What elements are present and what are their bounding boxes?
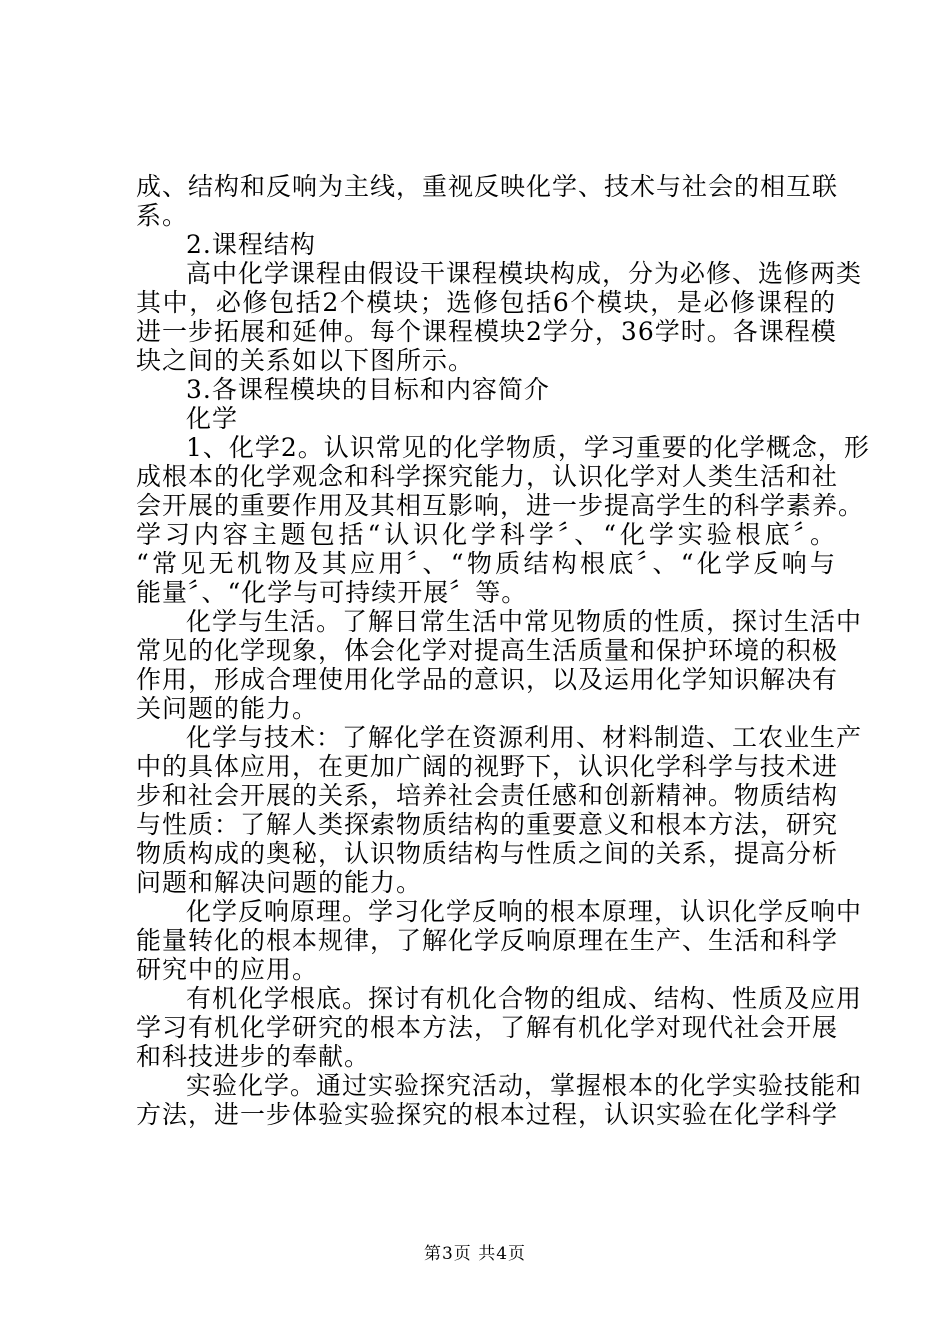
text-line: 成、结构和反响为主线，重视反映化学、技术与社会的相互联 <box>136 172 839 201</box>
text-line: 常见的化学现象，体会化学对提高生活质量和保护环境的积极 <box>136 636 839 665</box>
text-line: 与性质：了解人类探索物质结构的重要意义和根本方法，研究 <box>136 810 839 839</box>
text-line: 化学 <box>186 404 239 433</box>
text-line: 实验化学。通过实验探究活动，掌握根本的化学实验技能和 <box>186 1071 863 1100</box>
text-line: 1、化学2。认识常见的化学物质，学习重要的化学概念，形 <box>186 433 870 462</box>
text-line: 学习有机化学研究的根本方法，了解有机化学对现代社会开展 <box>136 1013 839 1042</box>
text-line: 会开展的重要作用及其相互影响，进一步提高学生的科学素养。 <box>136 491 865 520</box>
text-line: 有机化学根底。探讨有机化合物的组成、结构、性质及应用 <box>186 984 863 1013</box>
text-line: 步和社会开展的关系，培养社会责任感和创新精神。物质结构 <box>136 781 839 810</box>
text-line: 和科技进步的奉献。 <box>136 1042 371 1071</box>
text-line: 问题和解决问题的能力。 <box>136 868 423 897</box>
text-line: 进一步拓展和延伸。每个课程模块2学分，36学时。各课程模 <box>136 317 837 346</box>
text-line: 物质构成的奥秘，认识物质结构与性质之间的关系，提高分析 <box>136 839 839 868</box>
page-number-footer: 第3页 共4页 <box>423 1244 527 1264</box>
text-line: 能量〞、“化学与可持续开展〞等。 <box>136 578 528 607</box>
text-line: 化学与技术：了解化学在资源利用、材料制造、工农业生产 <box>186 723 863 752</box>
text-line: 学习内容主题包括“认识化学科学〞、“化学实验根底〞。 <box>136 520 836 549</box>
text-line: 中的具体应用，在更加广阔的视野下，认识化学科学与技术进 <box>136 752 839 781</box>
text-line: 3.各课程模块的目标和内容简介 <box>186 375 550 404</box>
text-line: 作用，形成合理使用化学品的意识，以及运用化学知识解决有 <box>136 665 839 694</box>
text-line: 块之间的关系如以下图所示。 <box>136 346 475 375</box>
text-line: 系。 <box>136 201 189 230</box>
text-line: 化学与生活。了解日常生活中常见物质的性质，探讨生活中 <box>186 607 863 636</box>
text-line: 高中化学课程由假设干课程模块构成，分为必修、选修两类 <box>186 259 863 288</box>
text-line: 研究中的应用。 <box>136 955 319 984</box>
text-line: 化学反响原理。学习化学反响的根本原理，认识化学反响中 <box>186 897 863 926</box>
text-line: 关问题的能力。 <box>136 694 319 723</box>
document-body <box>136 172 870 1129</box>
text-line: 2.课程结构 <box>186 230 316 259</box>
text-line: 其中，必修包括2个模块；选修包括6个模块，是必修课程的 <box>136 288 836 317</box>
text-line: 方法，进一步体验实验探究的根本过程，认识实验在化学科学 <box>136 1100 839 1129</box>
text-line: 成根本的化学观念和科学探究能力，认识化学对人类生活和社 <box>136 462 839 491</box>
text-line: “常见无机物及其应用〞、“物质结构根底〞、“化学反响与 <box>136 549 836 578</box>
text-line: 能量转化的根本规律，了解化学反响原理在生产、生活和科学 <box>136 926 839 955</box>
